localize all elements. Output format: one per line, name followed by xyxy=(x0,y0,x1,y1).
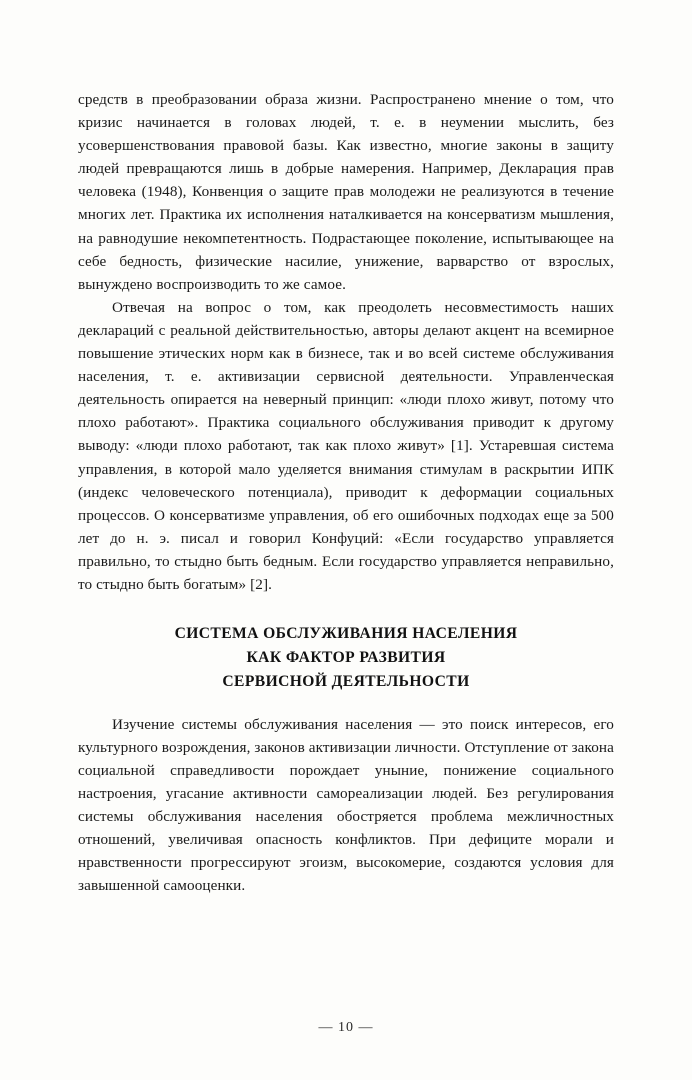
section-heading-line-1: СИСТЕМА ОБСЛУЖИВАНИЯ НАСЕЛЕНИЯ xyxy=(174,625,518,643)
section-heading-line-3: СЕРВИСНОЙ ДЕЯТЕЛЬНОСТИ xyxy=(222,673,470,691)
page-number-label: — 10 — xyxy=(318,1020,374,1035)
section-heading xyxy=(78,622,614,694)
section-heading-line-2: КАК ФАКТОР РАЗВИТИЯ xyxy=(246,649,446,667)
paragraph-2: Отвечая на вопрос о том, как преодолеть несовместимость наших деклараций с реальной действительностью, авторы делают акцент на всемирное повышение этических норм как в бизнесе, так и во всей системе обслуживания населения, т. е. активизации сервисной деятельности. Управленческая деятельность опирается на неверный принцип: «люди плохо живут, потому что плохо работают». Практика социального обслуживания приводит к другому выводу: «люди плохо работают, так как плохо живут» [1]. Устаревшая система управления, в которой мало уделяется внимания стимулам в раскрытии ИПК (индекс человеческого потенциала), приводит к деформации социальных процессов. О консерватизме управления, об его ошибочных подходах еще за 500 лет до н. э. писал и говорил Конфуций: «Если государство управляется правильно, то стыдно быть бедным. Если государство управляется неправильно, то стыдно быть богатым» [2]. xyxy=(78,298,614,593)
paragraph-3: Изучение системы обслуживания населения — это поиск интересов, его культурного возрождения, законов активизации личности. Отступление от закона социальной справедливости порождает уныние, понижение социального настроения, угасание активности самореализации людей. Без регулирования системы обслуживания населения обостряется проблема межличностных отношений, увеличивая опасность конфликтов. При дефиците морали и нравственности прогрессируют эгоизм, высокомерие, создаются условия для завышенной самооценки. xyxy=(78,715,614,895)
page-number xyxy=(0,1020,692,1036)
paragraph-1: средств в преобразовании образа жизни. Распространено мнение о том, что кризис начинается в головах людей, т. е. в неумении мыслить, без усовершенствования правовой базы. Как известно, многие законы в защиту людей превращаются лишь в добрые намерения. Например, Декларация прав человека (1948), Конвенция о защите прав молодежи не реализуются в течение многих лет. Практика их исполнения наталкивается на консерватизм мышления, на равнодушие некомпетентность. Подрастающее поколение, испытывающее на себе бедность, физические насилие, унижение, варварство от взрослых, вынуждено воспроизводить то же самое. xyxy=(78,91,614,293)
page-body xyxy=(78,88,614,897)
